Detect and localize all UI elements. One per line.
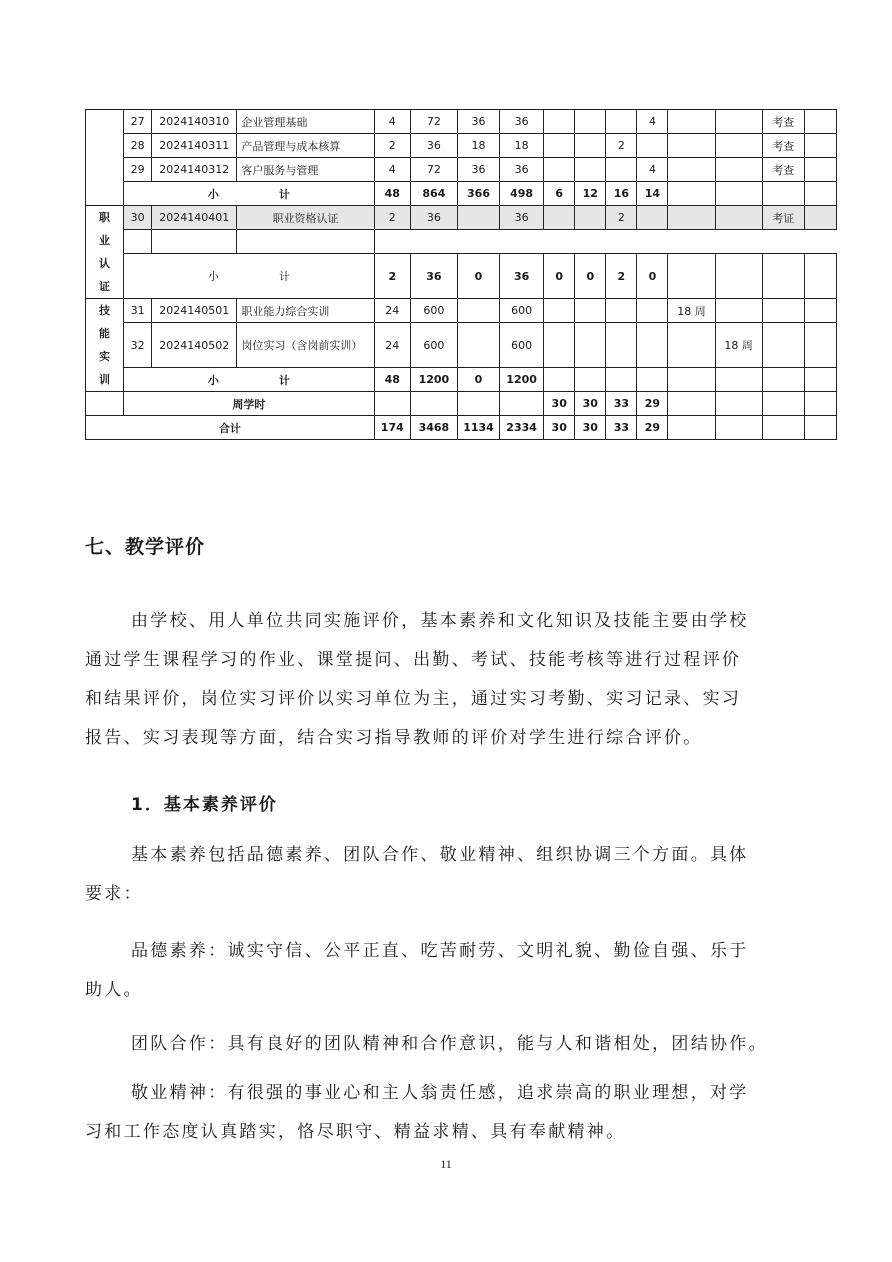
total-row: 合计 174 3468 1134 2334 30 30 33 29 bbox=[86, 416, 837, 440]
table-row: 27 2024140310 企业管理基础 4 72 36 36 4 考查 bbox=[86, 110, 837, 134]
section-heading: 七、教学评价 bbox=[85, 536, 206, 558]
dedication-paragraph: 敬业精神：有很强的事业心和主人翁责任感，追求崇高的职业理想，对学 习和工作态度认真踏实，恪尽职守、精益求精、具有奉献精神。 bbox=[85, 1083, 749, 1142]
category-cell bbox=[86, 110, 124, 206]
table-row: 29 2024140312 客户服务与管理 4 72 36 36 4 考查 bbox=[86, 158, 837, 182]
basic-paragraph: 基本素养包括品德素养、团队合作、敬业精神、组织协调三个方面。具体 要求： bbox=[85, 845, 749, 904]
page-number: 11 bbox=[440, 1157, 452, 1171]
course-plan-table bbox=[85, 109, 837, 440]
subtotal-row: 小 计 2 36 0 36 0 0 2 0 bbox=[86, 254, 837, 299]
table-row: 技 能 实 训 31 2024140501 职业能力综合实训 24 600 600 18 周 bbox=[86, 299, 837, 323]
category-cert: 职 业 认 证 bbox=[86, 206, 124, 299]
subtotal-row: 小 计 48 1200 0 1200 bbox=[86, 368, 837, 392]
subsection-heading: 1．基本素养评价 bbox=[131, 795, 278, 815]
category-skill: 技 能 实 训 bbox=[86, 299, 124, 392]
intro-paragraph: 由学校、用人单位共同实施评价，基本素养和文化知识及技能主要由学校 通过学生课程学习的作业、课堂提问、出勤、考试、技能考核等进行过程评价 和结果评价，岗位实习评价以实习单位为主，通过实习考勤、实习记录、实习 报告、实习表现等方面，结合实习指导教师的评价对学生进行综合评价。 bbox=[85, 611, 749, 748]
table-row bbox=[86, 230, 837, 254]
teamwork-paragraph: 团队合作：具有良好的团队精神和合作意识，能与人和谐相处，团结协作。 bbox=[131, 1034, 768, 1054]
weekly-hours-row: 周学时 30 30 33 29 bbox=[86, 392, 837, 416]
subtotal-row: 小 计 48 864 366 498 6 12 16 14 bbox=[86, 182, 837, 206]
table-row: 28 2024140311 产品管理与成本核算 2 36 18 18 2 考查 bbox=[86, 134, 837, 158]
table-row: 职 业 认 证 30 2024140401 职业资格认证 2 36 36 2 考证 bbox=[86, 206, 837, 230]
table-row: 32 2024140502 岗位实习（含岗前实训） 24 600 600 18 周 bbox=[86, 323, 837, 368]
morality-paragraph: 品德素养：诚实守信、公平正直、吃苦耐劳、文明礼貌、勤俭自强、乐于 助人。 bbox=[85, 941, 749, 1000]
